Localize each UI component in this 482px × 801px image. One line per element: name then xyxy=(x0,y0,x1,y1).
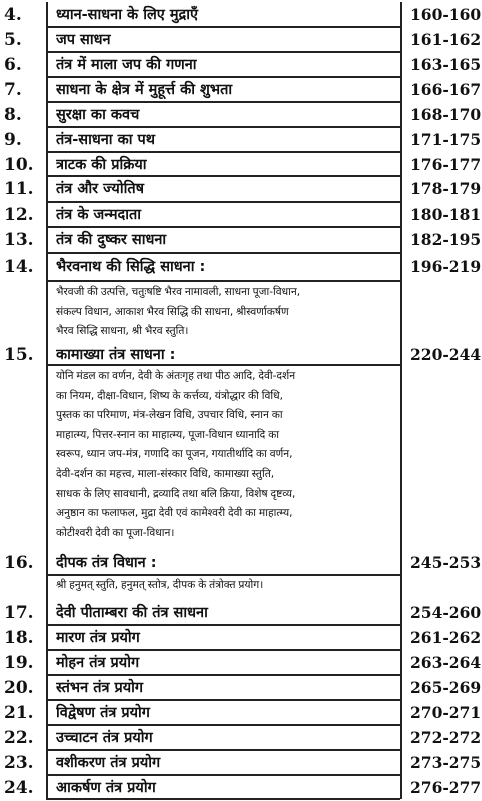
toc-entry xyxy=(0,129,482,153)
description-line: माहात्म्य, पित्तर-स्नान का माहात्म्य, पूजा-विधान ध्यानादि का xyxy=(56,428,280,441)
row-divider xyxy=(46,699,400,701)
entry-title: कामाख्या तंत्र साधना : xyxy=(56,347,176,363)
toc-entry xyxy=(0,54,482,78)
row-divider xyxy=(46,126,400,128)
entry-title: मोहन तंत्र प्रयोग xyxy=(56,655,140,671)
entry-pages: 166-167 xyxy=(410,80,482,99)
entry-number: 5. xyxy=(4,30,22,50)
entry-title: त्राटक की प्रक्रिया xyxy=(56,157,147,173)
entry-title: तंत्र और ज्योतिष xyxy=(56,181,144,197)
entry-pages: 263-264 xyxy=(410,653,482,672)
toc-entry xyxy=(0,727,482,751)
row-divider xyxy=(46,674,400,676)
row-divider xyxy=(46,364,400,366)
description-line: का नियम, दीक्षा-विधान, शिष्य के कर्त्तव्य, यंत्रोद्धार की विधि, xyxy=(56,389,283,402)
entry-pages: 254-260 xyxy=(410,603,482,622)
entry-pages: 265-269 xyxy=(410,678,482,697)
description-line: पुस्तक का परिमाण, मंत्र-लेखन विधि, उपचार विधि, स्नान का xyxy=(56,409,283,422)
entry-number: 24. xyxy=(4,778,34,798)
row-divider xyxy=(46,252,400,254)
row-divider xyxy=(46,151,400,153)
row-divider xyxy=(46,101,400,103)
entry-number: 9. xyxy=(4,130,22,150)
entry-number: 8. xyxy=(4,105,22,125)
entry-number: 15. xyxy=(4,345,34,365)
entry-title: साधना के क्षेत्र में मुहूर्त्त की शुभता xyxy=(56,82,233,98)
entry-pages: 245-253 xyxy=(410,553,482,572)
description-line: देवी-दर्शन का महत्त्व, माला-संस्कार विधि, कामाख्या स्तुति, xyxy=(56,467,275,480)
entry-number: 14. xyxy=(4,257,34,277)
toc-entry xyxy=(0,256,482,280)
entry-number: 11. xyxy=(4,179,34,199)
row-divider xyxy=(46,749,400,751)
toc-entry xyxy=(0,602,482,626)
entry-pages: 163-165 xyxy=(410,55,482,74)
row-divider xyxy=(46,280,400,282)
entry-number: 6. xyxy=(4,55,22,75)
toc-entry xyxy=(0,178,482,202)
entry-number: 18. xyxy=(4,628,34,648)
entry-description xyxy=(56,283,402,342)
row-divider xyxy=(46,201,400,203)
row-divider xyxy=(46,226,400,228)
entry-title: मारण तंत्र प्रयोग xyxy=(56,630,140,646)
entry-number: 20. xyxy=(4,678,34,698)
entry-number: 7. xyxy=(4,80,22,100)
description-line: संकल्प विधान, आकाश भैरव सिद्धि की साधना, श्रीस्वर्णाकर्षण xyxy=(56,305,289,318)
row-divider xyxy=(46,26,400,28)
row-divider xyxy=(46,51,400,53)
row-divider xyxy=(46,774,400,776)
entry-number: 17. xyxy=(4,603,34,623)
description-line: अनुष्ठान का फलाफल, मुद्रा देवी एवं कामेश्वरी देवी का माहात्म्य, xyxy=(56,507,293,520)
entry-pages: 272-272 xyxy=(410,728,482,747)
description-line: साधक के लिए सावधानी, द्रव्यादि तथा बलि क्रिया, विशेष दृष्टव्य, xyxy=(56,487,296,500)
entry-title: वशीकरण तंत्र प्रयोग xyxy=(56,755,161,771)
description-line: स्वरूप, ध्यान जप-मंत्र, गणादि का पूजन, गयातीर्थादि का वर्णन, xyxy=(56,448,293,461)
entry-pages: 182-195 xyxy=(410,230,482,249)
entry-title: ध्यान-साधना के लिए मुद्राएँ xyxy=(56,7,198,23)
description-line: भैरव सिद्धि साधना, श्री भैरव स्तुति। xyxy=(56,325,189,338)
row-divider xyxy=(46,724,400,726)
description-line: योनि मंडल का वर्णन, देवी के अंतःगृह तथा पीठ आदि, देवी-दर्शन xyxy=(56,370,296,382)
toc-entry xyxy=(0,104,482,128)
toc-entry xyxy=(0,29,482,53)
toc-entry xyxy=(0,652,482,676)
entry-title: विद्वेषण तंत्र प्रयोग xyxy=(56,705,150,721)
entry-pages: 270-271 xyxy=(410,703,482,722)
entry-title: तंत्र में माला जप की गणना xyxy=(56,57,197,73)
entry-pages: 176-177 xyxy=(410,155,482,174)
entry-number: 23. xyxy=(4,753,34,773)
row-divider xyxy=(46,76,400,78)
entry-pages: 273-275 xyxy=(410,753,482,772)
description-line: कोटीश्वरी देवी का पूजा-विधान। xyxy=(56,526,175,539)
entry-number: 13. xyxy=(4,230,34,250)
entry-number: 19. xyxy=(4,653,34,673)
entry-title: तंत्र की दुष्कर साधना xyxy=(56,232,167,248)
entry-title: तंत्र के जन्मदाता xyxy=(56,207,142,223)
toc-entry xyxy=(0,4,482,28)
entry-pages: 168-170 xyxy=(410,105,482,124)
toc-entry xyxy=(0,79,482,103)
row-divider xyxy=(46,649,400,651)
entry-pages: 180-181 xyxy=(410,205,482,224)
entry-pages: 161-162 xyxy=(410,30,482,49)
entry-title: स्तंभन तंत्र प्रयोग xyxy=(56,680,144,696)
toc-entry xyxy=(0,702,482,726)
toc-entry xyxy=(0,752,482,776)
entry-number: 22. xyxy=(4,728,34,748)
entry-title: सुरक्षा का कवच xyxy=(56,107,140,123)
entry-title: उच्चाटन तंत्र प्रयोग xyxy=(56,730,153,746)
entry-description xyxy=(56,576,402,596)
entry-description xyxy=(56,367,402,543)
entry-pages: 220-244 xyxy=(410,345,482,364)
left-border xyxy=(46,2,48,799)
toc-entry xyxy=(0,204,482,228)
toc-entry xyxy=(0,627,482,651)
entry-number: 16. xyxy=(4,553,34,573)
toc-entry xyxy=(0,229,482,253)
page-column-border xyxy=(400,2,402,799)
toc-entry xyxy=(0,552,482,576)
entry-number: 4. xyxy=(4,5,22,25)
entry-title: दीपक तंत्र विधान : xyxy=(56,555,157,571)
entry-number: 12. xyxy=(4,205,34,225)
entry-pages: 276-277 xyxy=(410,778,482,797)
description-line: भैरवजी की उत्पत्ति, चतुःषष्टि भैरव नामावली, साधना पूजा-विधान, xyxy=(56,286,301,298)
row-divider xyxy=(46,574,400,576)
entry-pages: 160-160 xyxy=(410,5,482,24)
entry-number: 21. xyxy=(4,703,34,723)
row-divider xyxy=(46,175,400,177)
entry-title: भैरवनाथ की सिद्धि साधना : xyxy=(56,259,206,275)
description-line: श्री हनुमत् स्तुति, हनुमत् स्तोत्र, दीपक के तंत्रोक्त प्रयोग। xyxy=(56,579,264,591)
entry-pages: 178-179 xyxy=(410,179,482,198)
row-divider xyxy=(46,624,400,626)
entry-pages: 196-219 xyxy=(410,257,482,276)
entry-number: 10. xyxy=(4,155,34,175)
entry-pages: 261-262 xyxy=(410,628,482,647)
entry-pages: 171-175 xyxy=(410,130,482,149)
entry-title: तंत्र-साधना का पथ xyxy=(56,132,156,148)
entry-title: जप साधन xyxy=(56,32,111,48)
entry-title: आकर्षण तंत्र प्रयोग xyxy=(56,780,156,796)
entry-title: देवी पीताम्बरा की तंत्र साधना xyxy=(56,605,208,621)
toc-entry xyxy=(0,677,482,701)
